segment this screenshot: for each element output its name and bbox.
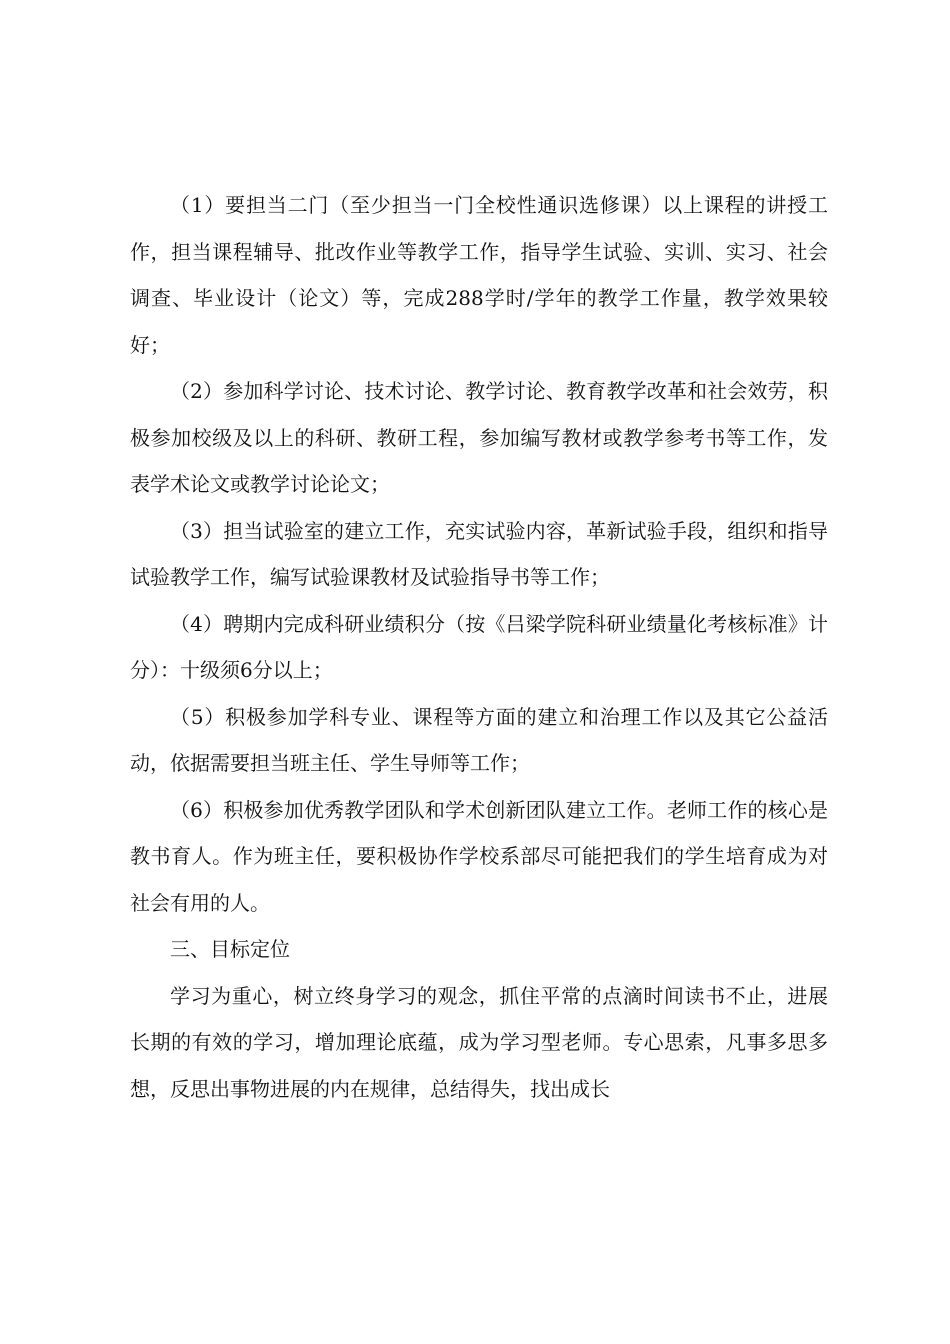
paragraph-duty-4: （4）聘期内完成科研业绩积分（按《吕梁学院科研业绩量化考核标准》计分）：十级须6分以上； <box>130 611 828 682</box>
paragraph-duty-6: （6）积极参加优秀教学团队和学术创新团队建立工作。老师工作的核心是教书育人。作为班主任，要积极协作学校系部尽可能把我们的学生培育成为对社会有用的人。 <box>130 797 828 915</box>
paragraph-goal: 学习为重心，树立终身学习的观念，抓住平常的点滴时间读书不止，进展长期的有效的学习，增加理论底蕴，成为学习型老师。专心思索，凡事多思多想，反思出事物进展的内在规律，总结得失，找出成长 <box>130 983 828 1101</box>
paragraph-duty-5: （5）积极参加学科专业、课程等方面的建立和治理工作以及其它公益活动，依据需要担当班主任、学生导师等工作； <box>130 704 828 775</box>
paragraph-duty-1: （1）要担当二门（至少担当一门全校性通识选修课）以上课程的讲授工作，担当课程辅导、批改作业等教学工作，指导学生试验、实训、实习、社会调查、毕业设计（论文）等，完成288学时/学年的教学工作量，教学效果较好； <box>130 193 828 357</box>
paragraph-duty-2: （2）参加科学讨论、技术讨论、教学讨论、教育教学改革和社会效劳，积极参加校级及以上的科研、教研工程，参加编写教材或教学参考书等工作，发表学术论文或教学讨论论文； <box>130 379 828 496</box>
document-body <box>130 182 828 1112</box>
section-heading: 三、目标定位 <box>170 937 290 961</box>
paragraph-duty-3: （3）担当试验室的建立工作，充实试验内容，革新试验手段，组织和指导试验教学工作，编写试验课教材及试验指导书等工作； <box>130 518 828 589</box>
